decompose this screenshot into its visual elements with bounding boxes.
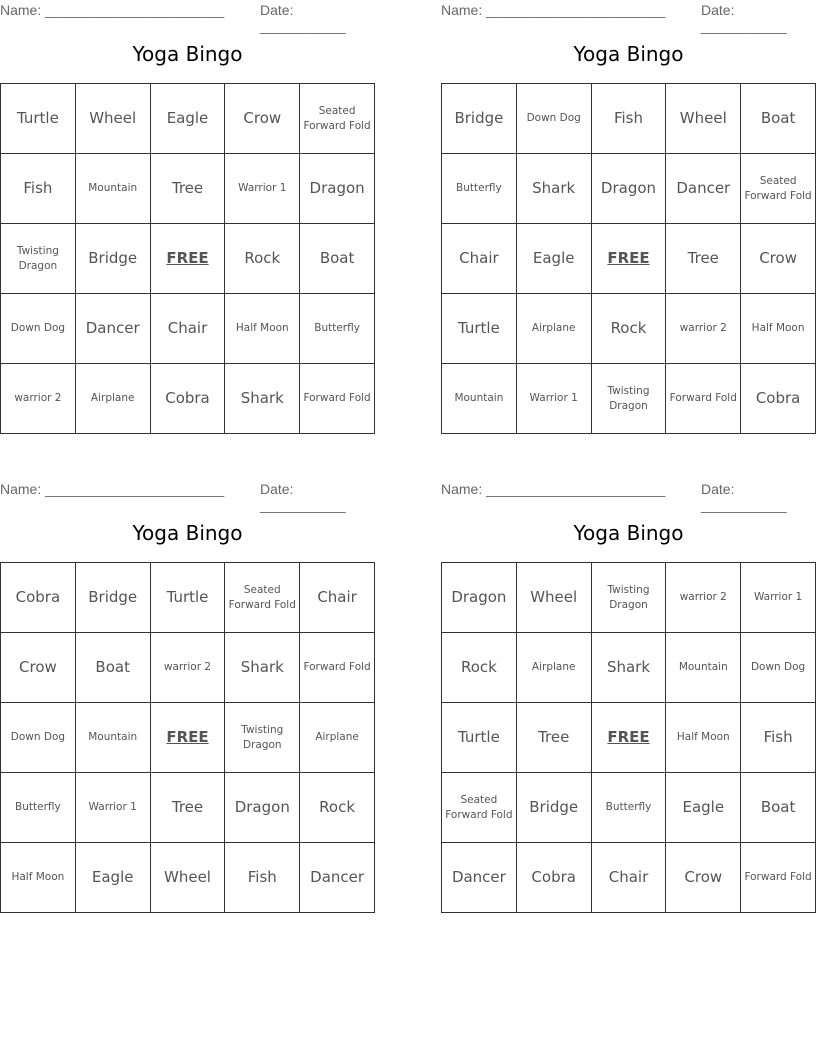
bingo-cell[interactable]: Boat [300,224,375,294]
bingo-cell[interactable]: Forward Fold [666,364,741,434]
card-title: Yoga Bingo [132,521,243,545]
bingo-cell[interactable]: Tree [666,224,741,294]
bingo-cell[interactable]: Turtle [151,563,226,633]
bingo-cell[interactable]: Wheel [517,563,592,633]
bingo-cell[interactable]: Half Moon [666,703,741,773]
bingo-cell[interactable]: Fish [225,843,300,913]
bingo-cell[interactable]: Airplane [517,633,592,703]
bingo-grid [441,83,816,434]
bingo-cell[interactable]: Tree [517,703,592,773]
bingo-cell[interactable]: Forward Fold [300,364,375,434]
card-title: Yoga Bingo [573,521,684,545]
bingo-cell[interactable]: Wheel [76,84,151,154]
bingo-cell[interactable]: Cobra [1,563,76,633]
bingo-cell[interactable]: Twisting Dragon [1,224,76,294]
bingo-grid [0,83,375,434]
free-space[interactable]: FREE [592,224,667,294]
name-field-label: Name: _______________________ [441,2,666,18]
bingo-cell[interactable]: warrior 2 [1,364,76,434]
bingo-cell[interactable]: Mountain [76,154,151,224]
bingo-cell[interactable]: Tree [151,154,226,224]
bingo-cell[interactable]: Half Moon [225,294,300,364]
bingo-cell[interactable]: Cobra [517,843,592,913]
bingo-cell[interactable]: Mountain [442,364,517,434]
bingo-cell[interactable]: Bridge [442,84,517,154]
bingo-cell[interactable]: Chair [442,224,517,294]
bingo-cell[interactable]: Warrior 1 [517,364,592,434]
bingo-cell[interactable]: Eagle [151,84,226,154]
bingo-grid [0,562,375,913]
bingo-cell[interactable]: Rock [442,633,517,703]
bingo-cell[interactable]: Crow [225,84,300,154]
bingo-cell[interactable]: Dancer [76,294,151,364]
bingo-cell[interactable]: Mountain [666,633,741,703]
bingo-cell[interactable]: warrior 2 [666,563,741,633]
card-header [441,0,816,34]
date-field-label: Date: ___________ [260,2,346,34]
bingo-cell[interactable]: Airplane [300,703,375,773]
bingo-cell[interactable]: Fish [1,154,76,224]
bingo-cell[interactable]: Bridge [76,563,151,633]
name-field-label: Name: _______________________ [0,2,225,18]
bingo-cell[interactable]: Butterfly [592,773,667,843]
bingo-cell[interactable]: Chair [300,563,375,633]
bingo-cell[interactable]: Wheel [151,843,226,913]
bingo-cell[interactable]: Cobra [741,364,816,434]
bingo-cell[interactable]: Forward Fold [300,633,375,703]
bingo-cell[interactable]: Twisting Dragon [225,703,300,773]
bingo-cell[interactable]: Seated Forward Fold [225,563,300,633]
card-title: Yoga Bingo [573,42,684,66]
bingo-cell[interactable]: Warrior 1 [76,773,151,843]
name-field-label: Name: _______________________ [0,481,225,497]
bingo-cell[interactable]: Boat [741,84,816,154]
bingo-cell[interactable]: Crow [741,224,816,294]
bingo-cell[interactable]: Airplane [76,364,151,434]
bingo-cell[interactable]: Seated Forward Fold [741,154,816,224]
card-header [441,479,816,513]
bingo-cell[interactable]: Half Moon [741,294,816,364]
bingo-cell[interactable]: Rock [225,224,300,294]
bingo-cell[interactable]: Shark [517,154,592,224]
bingo-cell[interactable]: Chair [592,843,667,913]
free-space[interactable]: FREE [592,703,667,773]
bingo-cell[interactable]: Bridge [76,224,151,294]
bingo-cell[interactable]: Boat [76,633,151,703]
bingo-cell[interactable]: Dragon [442,563,517,633]
bingo-cell[interactable]: Mountain [76,703,151,773]
bingo-cell[interactable]: Dragon [225,773,300,843]
bingo-cell[interactable]: Shark [225,633,300,703]
free-space[interactable]: FREE [151,703,226,773]
bingo-cell[interactable]: Crow [666,843,741,913]
bingo-cell[interactable]: Boat [741,773,816,843]
date-field-label: Date: ___________ [701,2,787,34]
bingo-cell[interactable]: Tree [151,773,226,843]
bingo-cell[interactable]: Down Dog [517,84,592,154]
date-field-label: Date: ___________ [260,481,346,513]
name-field-label: Name: _______________________ [441,481,666,497]
bingo-cell[interactable]: Twisting Dragon [592,563,667,633]
bingo-grid [441,562,816,913]
bingo-cell[interactable]: Rock [300,773,375,843]
bingo-cell[interactable]: Bridge [517,773,592,843]
bingo-cell[interactable]: Eagle [517,224,592,294]
bingo-cell[interactable]: Wheel [666,84,741,154]
bingo-cell[interactable]: Butterfly [300,294,375,364]
bingo-cell[interactable]: Crow [1,633,76,703]
bingo-cell[interactable]: Butterfly [442,154,517,224]
free-space[interactable]: FREE [151,224,226,294]
bingo-cell[interactable]: Turtle [1,84,76,154]
bingo-cell[interactable]: Dragon [300,154,375,224]
bingo-cell[interactable]: Fish [741,703,816,773]
card-header [0,479,375,513]
bingo-cell[interactable]: Shark [225,364,300,434]
bingo-cell[interactable]: Turtle [442,294,517,364]
date-field-label: Date: ___________ [701,481,787,513]
bingo-cell[interactable]: Warrior 1 [225,154,300,224]
bingo-cell[interactable]: Dancer [666,154,741,224]
bingo-cell[interactable]: Shark [592,633,667,703]
bingo-cell[interactable]: Twisting Dragon [592,364,667,434]
bingo-cell[interactable]: Dancer [442,843,517,913]
card-header [0,0,375,34]
bingo-cell[interactable]: Butterfly [1,773,76,843]
bingo-cell[interactable]: Seated Forward Fold [300,84,375,154]
bingo-cell[interactable]: Fish [592,84,667,154]
bingo-cell[interactable]: Rock [592,294,667,364]
bingo-cell[interactable]: Eagle [666,773,741,843]
bingo-cell[interactable]: Dragon [592,154,667,224]
bingo-cell[interactable]: Down Dog [1,703,76,773]
bingo-cell[interactable]: Down Dog [741,633,816,703]
bingo-cell[interactable]: Seated Forward Fold [442,773,517,843]
bingo-cell[interactable]: Warrior 1 [741,563,816,633]
bingo-cell[interactable]: Half Moon [1,843,76,913]
bingo-cell[interactable]: Turtle [442,703,517,773]
card-title: Yoga Bingo [132,42,243,66]
bingo-cell[interactable]: warrior 2 [666,294,741,364]
bingo-cell[interactable]: Chair [151,294,226,364]
bingo-cell[interactable]: warrior 2 [151,633,226,703]
bingo-cell[interactable]: Airplane [517,294,592,364]
bingo-cell[interactable]: Forward Fold [741,843,816,913]
bingo-cell[interactable]: Down Dog [1,294,76,364]
bingo-cell[interactable]: Eagle [76,843,151,913]
bingo-cell[interactable]: Dancer [300,843,375,913]
bingo-cell[interactable]: Cobra [151,364,226,434]
